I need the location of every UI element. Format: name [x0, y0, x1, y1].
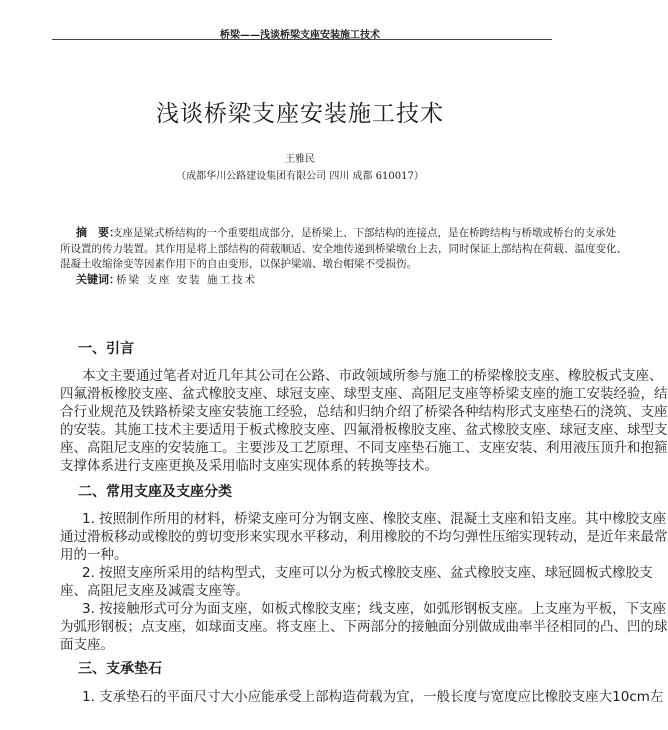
body-line: 座、高阻尼支座的安装施工。主要涉及工艺原理、不同支座垫石施工、支座安装、利用液压顶升和抱箍 [60, 440, 668, 456]
section-heading: 一、引言 [78, 341, 134, 357]
body-line: 的安装。其施工技术主要适用于板式橡胶支座、四氟滑板橡胶支座、盆式橡胶支座、球冠支座、球型支 [60, 422, 668, 438]
body-line: 座、高阻尼支座及减震支座等。 [60, 583, 249, 599]
body-line: 面支座。 [60, 637, 114, 653]
author: 王雅民 [285, 154, 315, 165]
keywords-label: 关键词： [76, 273, 120, 286]
body-line: 为弧形钢板；点支座，如球面支座。将支座上、下两部分的接触面分别做成曲率半径相同的凸、凹的球 [60, 619, 668, 635]
body-line: 本文主要通过笔者对近几年其公司在公路、市政领域所参与施工的桥梁橡胶支座、橡胶板式支座、 [82, 368, 663, 384]
abstract-line: 所设置的传力装置。其作用是将上部结构的荷载顺适、安全地传递到桥梁墩台上去，同时保证上部结构在荷载、温度变化、 [60, 243, 627, 255]
running-header: 桥梁——浅谈桥梁支座安装施工技术 [220, 30, 380, 41]
body-line: 四氟滑板橡胶支座、盆式橡胶支座、球冠支座、球型支座、高阻尼支座等桥梁支座的施工安装经验，结 [60, 386, 668, 402]
body-line: 3. 按接触形式可分为面支座，如板式橡胶支座；线支座，如弧形钢板支座。上支座为平板，下支座 [82, 601, 667, 617]
abstract-label: 摘 要： [76, 226, 120, 239]
header-rule [52, 39, 552, 40]
abstract-line: 混凝土收缩徐变等因素作用下的自由变形，以保护梁端、墩台帽梁不受损伤。 [60, 258, 417, 270]
body-line: 1. 按照制作所用的材料，桥梁支座可分为钢支座、橡胶支座、混凝土支座和铅支座。其中橡胶支座 [82, 511, 667, 527]
body-line: 2. 按照支座所采用的结构型式，支座可以分为板式橡胶支座、盆式橡胶支座、球冠圆板式橡胶支 [82, 565, 653, 581]
section-heading: 三、支承垫石 [78, 661, 162, 677]
body-line: 通过滑板移动或橡胶的剪切变形来实现水平移动，利用橡胶的不均匀弹性压缩实现转动，是近年来最常 [60, 529, 668, 545]
body-line: 1. 支承垫石的平面尺寸大小应能承受上部构造荷载为宜，一般长度与宽度应比橡胶支座大10cm左 [82, 689, 664, 705]
keywords: 桥梁 支座 安装 施工技术 [116, 274, 258, 286]
body-line: 用的一种。 [60, 547, 128, 563]
section-heading: 二、常用支座及支座分类 [78, 484, 232, 500]
paper-title: 浅谈桥梁支座安装施工技术 [156, 101, 444, 127]
affiliation: （成都华川公路建设集团有限公司 四川 成都 610017） [176, 171, 424, 182]
body-line: 合行业规范及铁路桥梁支座安装施工经验，总结和归纳介绍了桥梁各种结构形式支座垫石的浇筑、支座 [60, 404, 668, 420]
abstract-line: 支座是梁式桥结构的一个重要组成部分，是桥梁上、下部结构的连接点，是在桥跨结构与桥墩或桥台的支承处 [112, 227, 616, 239]
body-line: 支撑体系进行支座更换及采用临时支座实现体系的转换等技术。 [60, 458, 438, 474]
